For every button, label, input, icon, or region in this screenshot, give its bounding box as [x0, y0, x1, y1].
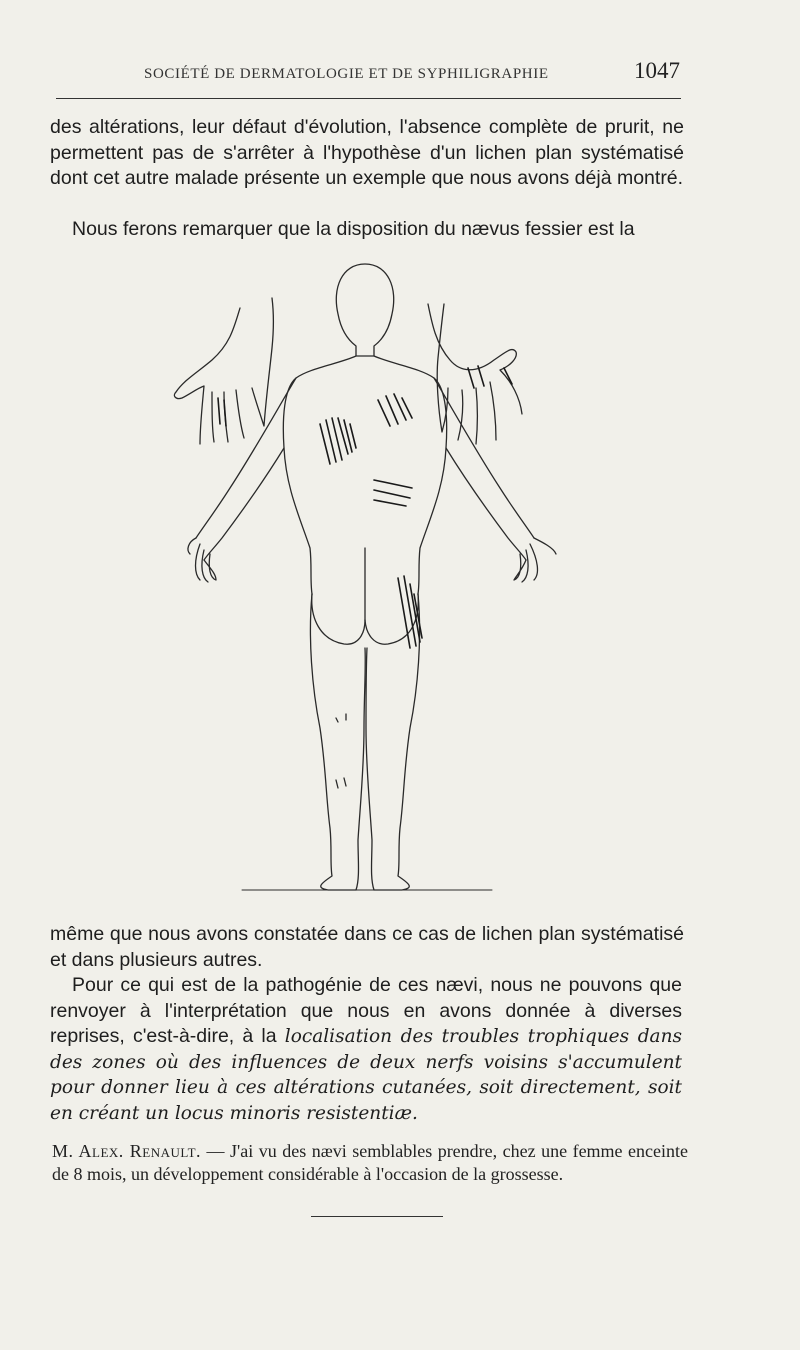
paragraph-1: des altérations, leur défaut d'évolution, l'absence complète de prurit, ne permettent pas de s'arrêter à l'hypothèse d'un lichen plan systématisé dont cet autre malade présente un exemple que nous avons déjà montré. [50, 116, 684, 189]
header-rule [56, 98, 681, 99]
paragraph-4-italic: localisation des troubles trophiques dans des zones où des influences de deux nerfs voisins s'accumulent pour donner lieu à ces altérations cutanées, soit directement, soit en créant un locus minoris resistentiæ. [50, 1026, 682, 1124]
paragraph-4-start: Pour ce qui est de la pathogénie de ces nævi, nous ne pouvons que renvoyer à l'interprétation que nous en avons donnée à diverses reprises, c'est-à-dire, à la [50, 974, 682, 1047]
paragraph-2-text: Nous ferons remarquer que la disposition du nævus fessier est la [72, 218, 635, 240]
speaker-name: M. Alex. Renault. [52, 1141, 202, 1161]
paragraph-4 [50, 973, 682, 1126]
paragraph-3: même que nous avons constatée dans ce cas de lichen plan systématisé et dans plusieurs autres. [50, 923, 684, 971]
paragraph-2 [50, 217, 684, 243]
page-number: 1047 [634, 58, 680, 83]
page-header [52, 56, 680, 92]
end-rule [311, 1216, 443, 1217]
running-title: SOCIÉTÉ DE DERMATOLOGIE ET DE SYPHILIGRAPHIE [144, 66, 549, 82]
body-illustration [160, 248, 590, 908]
paragraph-5 [52, 1140, 688, 1186]
paragraph-5-text: — J'ai vu des nævi semblables prendre, chez une femme enceinte de 8 mois, un développement considérable à l'occasion de la grossesse. [52, 1141, 688, 1184]
body-figure [160, 248, 590, 908]
